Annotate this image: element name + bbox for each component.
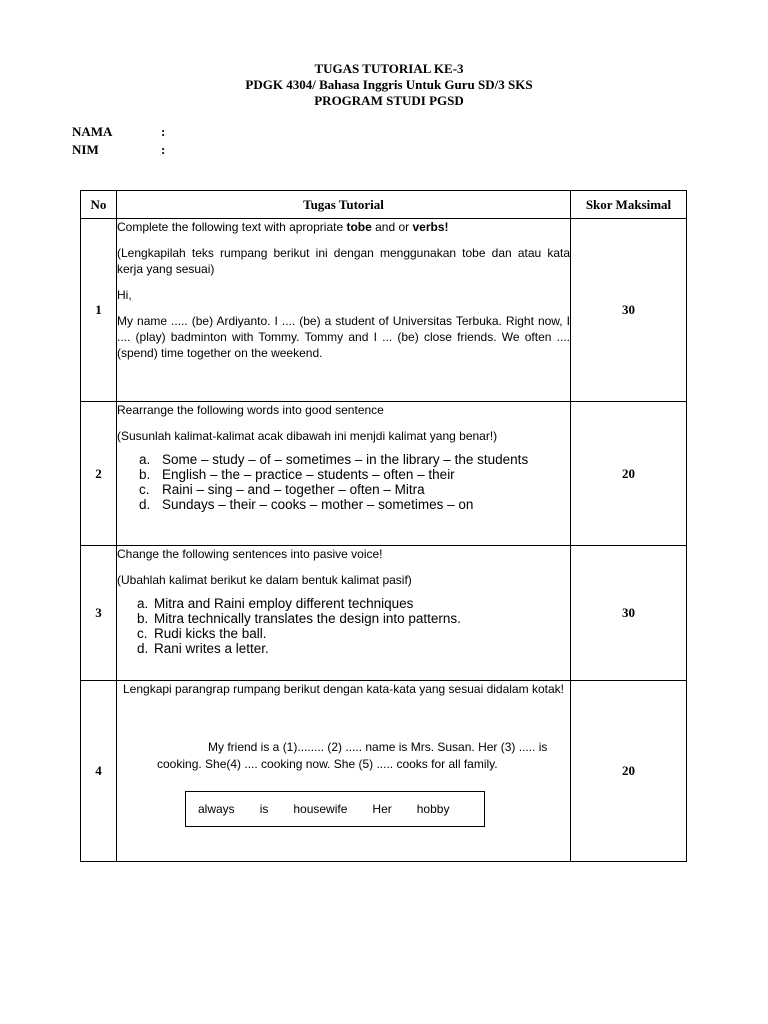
list-marker: d. xyxy=(139,497,151,512)
nim-row xyxy=(72,142,166,158)
letter-body: My name ..... (be) Ardiyanto. I .... (be) a student of Universitas Terbuka. Right now, I .... (play) badminton with Tommy. Tommy and I ... (be) close friends. We often .... (spend) time together on the weekend. xyxy=(117,314,570,360)
tutorial-table xyxy=(80,190,687,862)
list-item-text: Raini – sing – and – together – often – Mitra xyxy=(162,482,425,497)
list-item xyxy=(139,482,570,497)
word-box xyxy=(185,791,485,827)
task-instruction: Rearrange the following words into good sentence xyxy=(117,403,384,417)
task-cell xyxy=(117,219,571,402)
table-row xyxy=(81,681,687,862)
table-row xyxy=(81,546,687,681)
list-marker: b. xyxy=(137,611,149,626)
cloze-paragraph xyxy=(123,739,570,773)
list-marker: c. xyxy=(139,482,150,497)
list-item xyxy=(139,452,570,467)
list-marker: a. xyxy=(137,596,149,611)
nim-label: NIM xyxy=(72,142,99,157)
list-item xyxy=(137,626,570,641)
paragraph-text: My friend is a (1)........ (2) ..... name is Mrs. Susan. Her (3) ..... is cooking. She(4) .... cooking now. She (5) ..... cooks for all family. xyxy=(157,740,548,771)
header-program: PROGRAM STUDI PGSD xyxy=(314,93,464,108)
header-score: Skor Maksimal xyxy=(571,191,687,219)
list-item xyxy=(139,497,570,512)
instruction-bold-tobe: tobe xyxy=(346,220,372,234)
list-item-text: Some – study – of – sometimes – in the library – the students xyxy=(162,452,529,467)
task-translation: (Lengkapilah teks rumpang berikut ini dengan menggunakan tobe dan atau kata kerja yang sesuai) xyxy=(117,246,570,276)
word-option: hobby xyxy=(416,802,450,816)
sentence-list xyxy=(117,596,570,656)
task-cell xyxy=(117,681,571,862)
row-number: 3 xyxy=(81,546,117,681)
instruction-text: Complete the following text with apropriate xyxy=(117,220,347,234)
list-marker: a. xyxy=(139,452,151,467)
max-score: 20 xyxy=(571,681,687,862)
instruction-bold-verbs: verbs! xyxy=(412,220,449,234)
task-instruction: Lengkapi parangrap rumpang berikut dengan kata-kata yang sesuai didalam kotak! xyxy=(123,682,564,696)
list-marker: d. xyxy=(137,641,149,656)
word-option: Her xyxy=(372,802,392,816)
list-item xyxy=(137,641,570,656)
header-no: No xyxy=(81,191,117,219)
task-translation: (Ubahlah kalimat berikut ke dalam bentuk kalimat pasif) xyxy=(117,573,412,587)
task-cell xyxy=(117,402,571,546)
row-number: 4 xyxy=(81,681,117,862)
word-option: always xyxy=(198,802,235,816)
list-item-text: Mitra and Raini employ different techniques xyxy=(154,596,414,611)
list-item xyxy=(137,596,570,611)
row-number: 2 xyxy=(81,402,117,546)
task-cell xyxy=(117,546,571,681)
task-instruction: Change the following sentences into pasive voice! xyxy=(117,547,383,561)
row-number: 1 xyxy=(81,219,117,402)
max-score: 30 xyxy=(571,546,687,681)
max-score: 30 xyxy=(571,219,687,402)
word-list xyxy=(117,452,570,512)
list-item-text: Rudi kicks the ball. xyxy=(154,626,267,641)
document-header xyxy=(0,61,768,109)
letter-greeting: Hi, xyxy=(117,288,132,302)
list-marker: b. xyxy=(139,467,151,482)
instruction-text: and or xyxy=(371,220,413,234)
table-row xyxy=(81,219,687,402)
task-instruction xyxy=(117,219,570,235)
word-option: is xyxy=(259,802,269,816)
max-score: 20 xyxy=(571,402,687,546)
list-item-text: Mitra technically translates the design into patterns. xyxy=(154,611,461,626)
header-title: TUGAS TUTORIAL KE-3 xyxy=(314,61,464,76)
header-task: Tugas Tutorial xyxy=(117,191,571,219)
list-item-text: English – the – practice – students – often – their xyxy=(162,467,455,482)
list-item xyxy=(137,611,570,626)
nim-colon: : xyxy=(161,142,166,157)
nama-colon: : xyxy=(161,124,166,139)
task-translation: (Susunlah kalimat-kalimat acak dibawah ini menjdi kalimat yang benar!) xyxy=(117,429,498,443)
list-item-text: Sundays – their – cooks – mother – sometimes – on xyxy=(162,497,474,512)
word-option: housewife xyxy=(293,802,348,816)
list-item xyxy=(139,467,570,482)
header-course: PDGK 4304/ Bahasa Inggris Untuk Guru SD/3 SKS xyxy=(245,77,533,92)
table-header-row xyxy=(81,191,687,219)
list-item-text: Rani writes a letter. xyxy=(154,641,269,656)
list-marker: c. xyxy=(137,626,148,641)
nama-row xyxy=(72,124,166,140)
nama-label: NAMA xyxy=(72,124,113,139)
table-row xyxy=(81,402,687,546)
